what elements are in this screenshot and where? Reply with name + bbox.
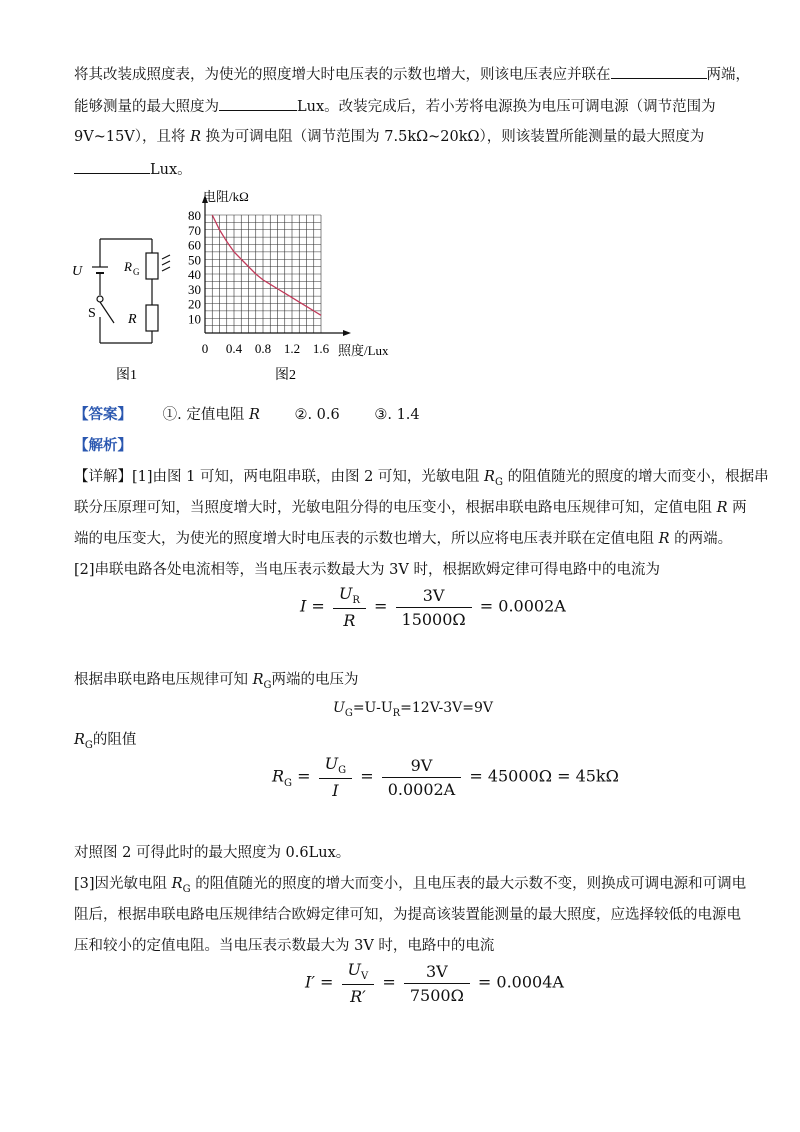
equation-4: I′ = $\frac{U_V}{R'}$ = $\frac{3V}{7500\Omega}$ = 0.0004A [305, 960, 564, 1007]
analysis-text: 的两端。 [674, 531, 733, 547]
question-text: Lux。 [150, 162, 192, 178]
question-text: 9V~15V），且将 [74, 129, 186, 145]
figure2-caption: 图2 [275, 368, 296, 383]
answer-label: 【答案】 [74, 406, 132, 423]
analysis-line-9 [74, 905, 741, 925]
analysis-line-3: 端的电压变大，为使光的照度增大时电压表的示数也增大，所以应将电压表并联在定值电阻 R 的两端。 [74, 531, 733, 547]
question-line-4 [74, 159, 192, 180]
question-text: 两端， [706, 67, 750, 83]
chart-xlabel: 照度/Lux [338, 343, 389, 358]
question-text: Lux。改装完成后，若小芳将电源换为电压可调电源（调节范围为 [297, 99, 716, 115]
var-R: R [248, 407, 260, 423]
y-tick-label: 40 [188, 267, 201, 282]
analysis-text: 的阻值随光的照度的增大而变小，根据串 [507, 469, 769, 485]
analysis-text: 的阻值随光的照度的增大而变小，且电压表的最大示数不变，则换成可调电源和可调电 [195, 876, 747, 892]
analysis-text: 两端的电压为 [271, 672, 359, 688]
analysis-text: [2]串联电路各处电流相等，当电压表示数最大为 3V 时，根据欧姆定律可得电路中的电流为 [74, 562, 660, 578]
figure1-caption: 图1 [116, 368, 137, 383]
analysis-line-1: 【详解】[1]由图 1 可知，两电阻串联，由图 2 可知，光敏电阻 $R_G$ 的阻值随光的照度的增大而变小，根据串 [74, 469, 769, 488]
x-tick-label: 0.8 [254, 341, 272, 356]
analysis-text: 对照图 2 可得此时的最大照度为 0.6Lux。 [74, 845, 351, 861]
analysis-label: 【解析】 [74, 437, 132, 454]
label-RG-sub: G [133, 267, 140, 277]
analysis-line-4 [74, 560, 660, 580]
chart-axes [202, 195, 351, 336]
analysis-text: 根据串联电路电压规律可知 [74, 672, 248, 688]
chart-grid [205, 215, 321, 333]
answer-blank-2 [219, 96, 297, 111]
analysis-text: 两 [732, 500, 747, 516]
equation-3: $R_G$ = $\frac{U_G}{I}$ = $\frac{9V}{0.0002A}$ = 45000Ω = 45kΩ [272, 754, 619, 801]
answer-line [74, 405, 420, 425]
answer-blank-3 [74, 159, 150, 174]
answer-1: ①. 定值电阻 [162, 407, 245, 423]
x-tick-label: 0.4 [225, 341, 243, 356]
analysis-line-6: $R_G$的阻值 [74, 732, 137, 751]
y-tick-label: 80 [188, 208, 201, 223]
y-tick-label: 20 [188, 296, 201, 312]
label-S: S [88, 306, 96, 321]
question-text: 换为可调电阻（调节范围为 7.5kΩ~20kΩ），则该装置所能测量的最大照度为 [205, 129, 705, 145]
analysis-text: 阻后，根据串联电路电压规律结合欧姆定律可知，为提高该装置能测量的最大照度，应选择较低的电源电 [74, 907, 741, 923]
analysis-text: 【详解】[1]由图 1 可知，两电阻串联，由图 2 可知，光敏电阻 [74, 469, 480, 485]
analysis-text: [3]因光敏电阻 [74, 876, 168, 892]
question-line-2 [74, 96, 716, 117]
y-tick-label: 70 [188, 222, 201, 238]
analysis-text: 联分压原理可知，当照度增大时，光敏电阻分得的电压变小，根据串联电路电压规律可知，定值电阻 [74, 500, 712, 516]
question-line-1 [74, 64, 750, 85]
y-tick-label: 60 [188, 237, 201, 253]
y-tick-label: 10 [188, 311, 201, 327]
x-tick-label: 0 [201, 341, 209, 356]
analysis-text: 端的电压变大，为使光的照度增大时电压表的示数也增大，所以应将电压表并联在定值电阻 [74, 531, 654, 547]
analysis-line-2: 联分压原理可知，当照度增大时，光敏电阻分得的电压变小，根据串联电路电压规律可知，定值电阻 R 两 [74, 500, 747, 516]
analysis-line-10 [74, 936, 494, 956]
figure2-chart [175, 185, 405, 385]
question-text: 能够测量的最大照度为 [74, 99, 219, 115]
figure1-circuit [70, 225, 190, 385]
y-tick-label: 50 [188, 252, 201, 268]
analysis-header [74, 436, 132, 456]
question-line-3 [74, 127, 704, 147]
x-tick-label: 1.2 [283, 341, 301, 356]
x-tick-label: 1.6 [312, 341, 330, 356]
equation-1: I = $\frac{U_R}{R}$ = $\frac{3V}{15000\Omega}$ = 0.0002A [300, 584, 566, 631]
label-R: R [128, 312, 137, 327]
label-U: U [72, 264, 83, 279]
label-RG: R [124, 259, 132, 274]
chart-ticks [188, 208, 330, 356]
analysis-line-5: 根据串联电路电压规律可知 $R_G$两端的电压为 [74, 672, 359, 691]
answer-blank-1 [611, 64, 707, 79]
analysis-text: 压和较小的定值电阻。当电压表示数最大为 3V 时，电路中的电流 [74, 938, 495, 954]
analysis-line-8: [3]因光敏电阻 $R_G$ 的阻值随光的照度的增大而变小，且电压表的最大示数不变，则换成可调电源和可调电 [74, 876, 747, 895]
answer-3: ③. 1.4 [374, 407, 420, 423]
analysis-text: 的阻值 [92, 732, 137, 748]
var-R: R [190, 129, 202, 145]
equation-2: $U_G=U-U_R=12V-3V=9V$ [333, 700, 494, 719]
y-tick-label: 30 [188, 281, 201, 297]
x-axis-arrow [343, 330, 351, 336]
answer-2: ②. 0.6 [294, 407, 340, 423]
analysis-line-7 [74, 843, 350, 863]
question-text: 将其改装成照度表，为使光的照度增大时电压表的示数也增大，则该电压表应并联在 [74, 67, 611, 83]
chart-ylabel: 电阻/kΩ [203, 189, 249, 204]
